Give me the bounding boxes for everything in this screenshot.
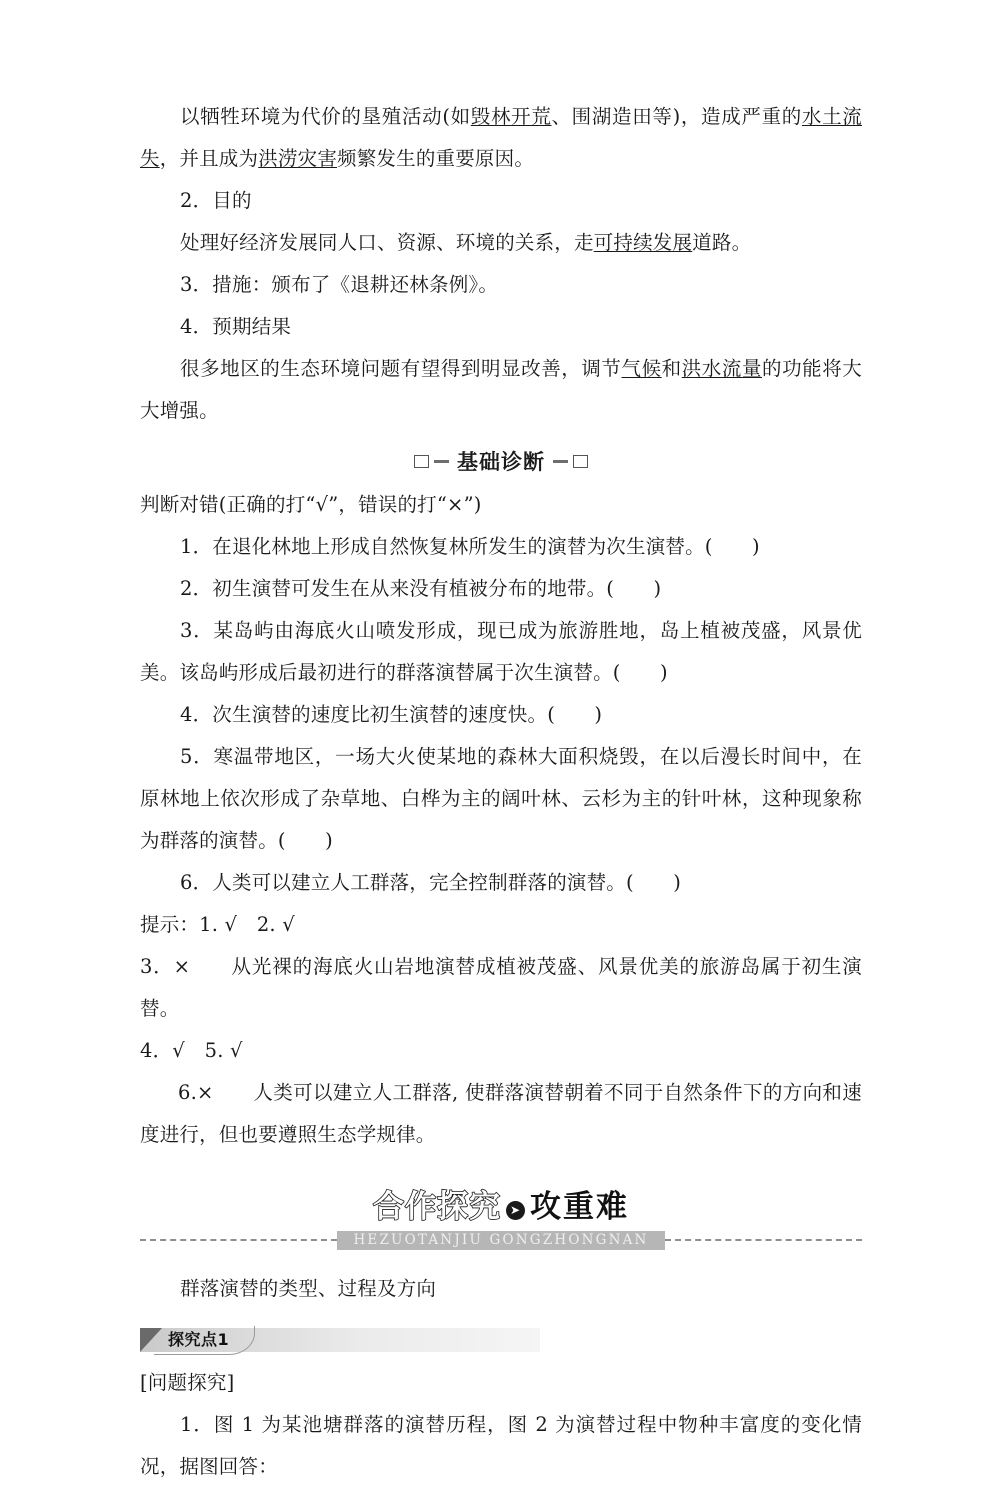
bracket-box-left-icon: [414, 455, 429, 468]
intro-underline-1: 毁林开荒: [470, 105, 552, 128]
banner-title-solid: 攻重难: [530, 1189, 629, 1225]
intro-text-d: 频繁发生的重要原因。: [337, 147, 535, 170]
diagnosis-question: 4．次生演替的速度比初生演替的速度快。( ): [180, 703, 603, 726]
dash-left-icon: [434, 460, 449, 463]
item2-text-a: 处理好经济发展同人口、资源、环境的关系，走: [180, 231, 594, 254]
diagnosis-answer: 4．√ 5. √: [140, 1039, 243, 1062]
basic-diagnosis-banner: [140, 444, 862, 478]
intro-text-a: 以牺牲环境为代价的垦殖活动(如: [180, 105, 471, 128]
explore-subheading: [问题探究]: [140, 1371, 235, 1394]
basic-diagnosis-banner-inner: [414, 446, 588, 476]
item4-text-c: 的功能将大大增强。: [140, 357, 862, 422]
bracket-box-right-icon: [573, 455, 588, 468]
cooperative-inquiry-title: [140, 1186, 862, 1228]
banner-pinyin: HEZUOTANJIU GONGZHONGNAN: [337, 1231, 664, 1250]
page-content: [140, 96, 862, 1488]
basic-diagnosis-label: 基础诊断: [454, 446, 548, 476]
diagnosis-question: 1．在退化林地上形成自然恢复林所发生的演替为次生演替。( ): [180, 535, 760, 558]
dashed-rule-left: [140, 1239, 337, 1241]
paragraph-item-3: 3．措施：颁布了《退耕还林条例》。: [180, 273, 499, 296]
heading-item-4: 4．预期结果: [180, 315, 292, 338]
diagnosis-question: 2．初生演替可发生在从来没有植被分布的地带。( ): [180, 577, 662, 600]
dash-right-icon: [553, 460, 568, 463]
item2-text-b: 道路。: [692, 231, 752, 254]
explore-section-title: 群落演替的类型、过程及方向: [180, 1277, 437, 1300]
diagnosis-answer: 3．× 从光裸的海底火山岩地演替成植被茂盛、风景优美的旅游岛属于初生演替。: [140, 955, 862, 1020]
dashed-rule-right: [665, 1239, 862, 1241]
intro-underline-2: 水土流失: [140, 105, 862, 170]
item4-text-a: 很多地区的生态环境问题有望得到明显改善，调节: [180, 357, 622, 380]
item4-underline-1: 气候: [621, 357, 662, 380]
banner-pinyin-row: [140, 1230, 862, 1250]
cooperative-inquiry-banner: [140, 1186, 862, 1260]
inquiry-point-label: 探究点1: [168, 1330, 230, 1349]
paragraph-item-4-body: [140, 348, 862, 432]
diagnosis-question: 5．寒温带地区，一场大火使某地的森林大面积烧毁，在以后漫长时间中，在原林地上依次形成了杂草地、白桦为主的阔叶林、云杉为主的针叶林，这种现象称为群落的演替。( ): [140, 745, 862, 852]
item2-underline: 可持续发展: [593, 231, 693, 254]
intro-text-b: 、围湖造田等)，造成严重的: [551, 105, 802, 128]
diagnosis-answer: 提示：1. √ 2. √: [140, 913, 295, 936]
banner-title-outline: 合作探究: [373, 1189, 501, 1225]
inquiry-point-tag: [140, 1324, 540, 1354]
intro-text-c: ，并且成为: [159, 147, 259, 170]
item4-underline-2: 洪水流量: [681, 357, 763, 380]
diagnosis-question: 6．人类可以建立人工群落，完全控制群落的演替。( ): [180, 871, 682, 894]
intro-underline-3: 洪涝灾害: [258, 147, 338, 170]
paragraph-intro: [140, 96, 862, 180]
explore-question-1: 1．图 1 为某池塘群落的演替历程，图 2 为演替过程中物种丰富度的变化情况，据图回答：: [140, 1413, 862, 1478]
diagnosis-question: 3．某岛屿由海底火山喷发形成，现已成为旅游胜地，岛上植被茂盛，风景优美。该岛屿形成后最初进行的群落演替属于次生演替。( ): [140, 619, 862, 684]
diagnosis-instruction: 判断对错(正确的打“√”，错误的打“×”): [140, 493, 482, 516]
diagnosis-answer: 6.× 人类可以建立人工群落, 使群落演替朝着不同于自然条件下的方向和速度进行，但也要遵照生态学规律。: [140, 1081, 862, 1146]
arrow-right-icon: ➤: [506, 1201, 525, 1220]
paragraph-item-2-body: [140, 222, 862, 264]
item4-text-b: 和: [661, 357, 682, 380]
heading-item-2: 2．目的: [180, 189, 252, 212]
